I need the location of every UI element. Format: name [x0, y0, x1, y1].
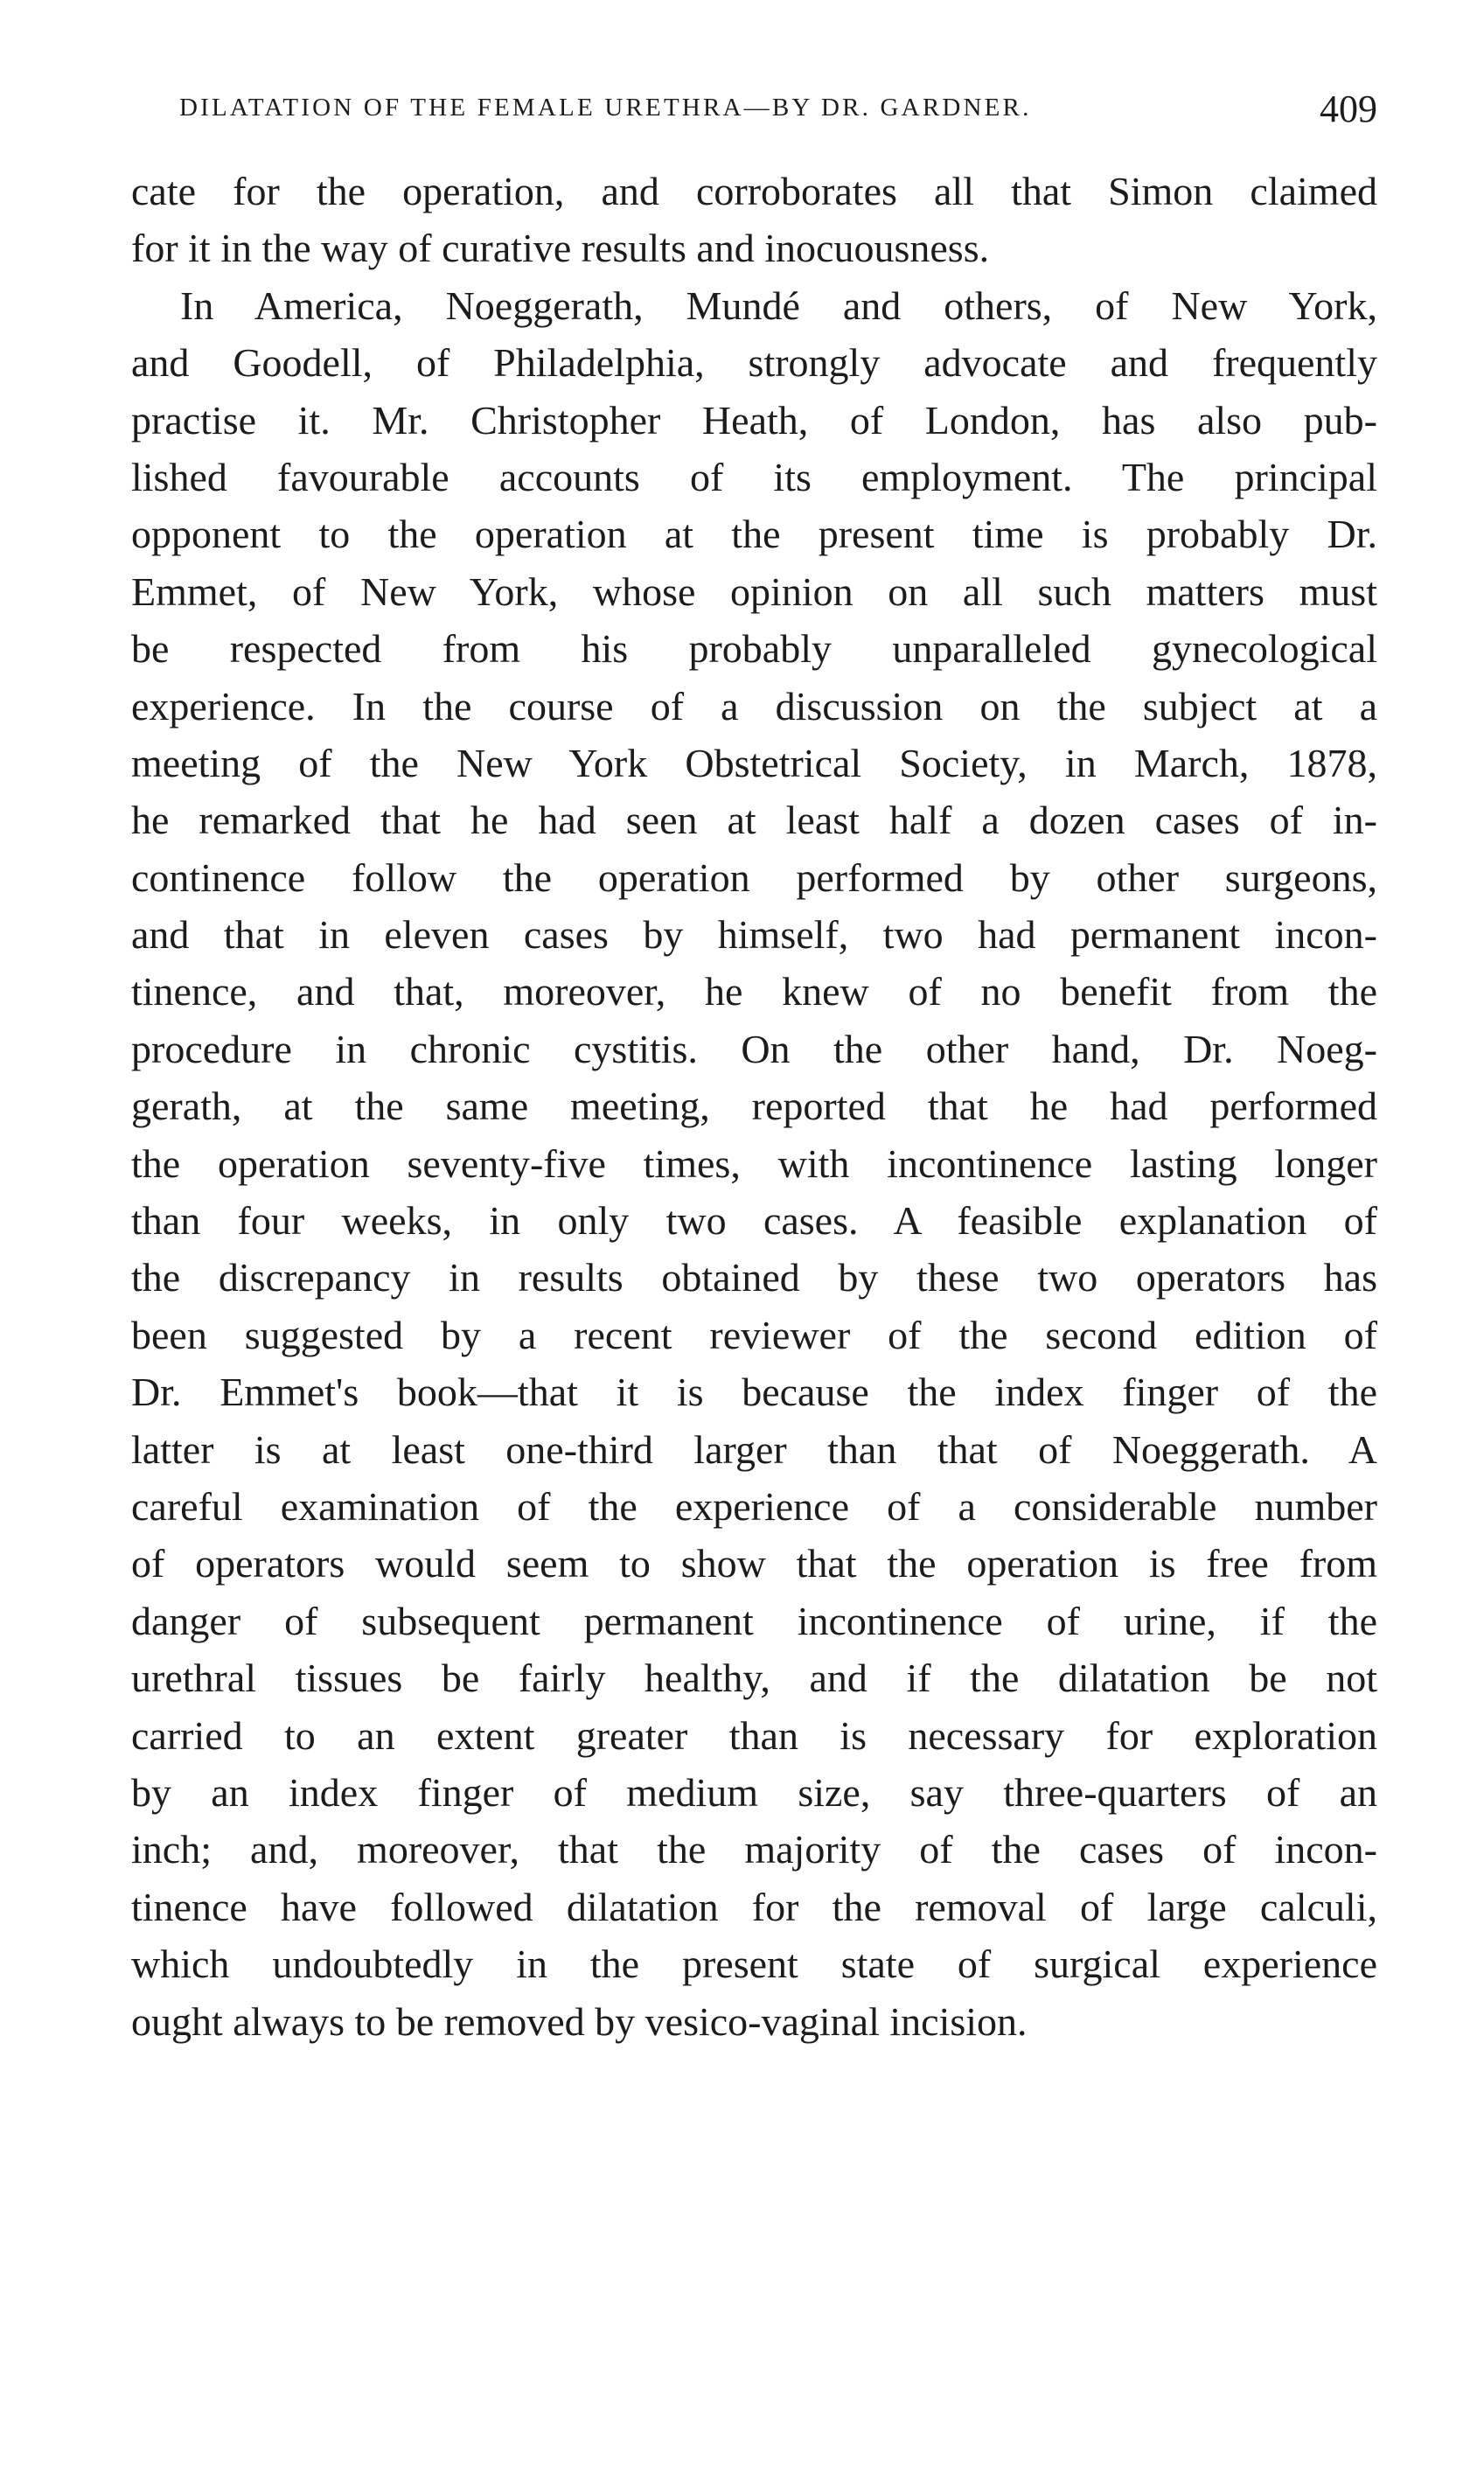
body-text: [131, 163, 1377, 2050]
text-line: experience. In the course of a discussion on the subject at a: [131, 683, 1377, 729]
text-line: by an index finger of medium size, say three-quarters of an: [131, 1769, 1377, 1815]
text-line: the operation seventy-five times, with incontinence lasting longer: [131, 1140, 1377, 1186]
text-line: gerath, at the same meeting, reported that he had performed: [131, 1084, 1377, 1129]
text-line: ought always to be removed by vesico-vaginal incision.: [131, 1998, 1028, 2044]
text-line: urethral tissues be fairly healthy, and if the dilatation be not: [131, 1656, 1377, 1701]
text-line: tinence, and that, moreover, he knew of no benefit from the: [131, 969, 1377, 1014]
text-line: carried to an extent greater than is necessary for exploration: [131, 1712, 1377, 1758]
text-line: In America, Noeggerath, Mundé and others, of New York,: [180, 282, 1377, 328]
text-line: than four weeks, in only two cases. A feasible explanation of: [131, 1198, 1377, 1244]
text-line: and that in eleven cases by himself, two had permanent incon-: [131, 912, 1377, 958]
text-line: cate for the operation, and corroborates all that Simon claimed: [131, 169, 1377, 213]
text-line: tinence have followed dilatation for the removal of large calculi,: [131, 1884, 1377, 1929]
text-line: which undoubtedly in the present state of surgical experience: [131, 1942, 1377, 1987]
text-line: and Goodell, of Philadelphia, strongly advocate and frequently: [131, 340, 1377, 386]
running-head: [179, 87, 1377, 134]
text-line: of operators would seem to show that the operation is free from: [131, 1541, 1377, 1586]
text-line: be respected from his probably unparalleled gynecological: [131, 626, 1377, 672]
text-line: been suggested by a recent reviewer of the second edition of: [131, 1312, 1377, 1357]
page-number: 409: [1320, 87, 1377, 130]
text-line: Dr. Emmet's book—that it is because the index finger of the: [131, 1370, 1377, 1415]
running-head-title: DILATATION OF THE FEMALE URETHRA—BY DR. GARDNER.: [179, 94, 1032, 122]
text-line: lished favourable accounts of its employment. The principal: [131, 454, 1377, 499]
text-line: the discrepancy in results obtained by these two operators has: [131, 1255, 1377, 1300]
text-line: danger of subsequent permanent incontinence of urine, if the: [131, 1598, 1377, 1643]
text-line: careful examination of the experience of a considerable number: [131, 1483, 1377, 1529]
text-line: meeting of the New York Obstetrical Society, in March, 1878,: [131, 740, 1377, 785]
text-line: latter is at least one-third larger than that of Noeggerath. A: [131, 1426, 1377, 1472]
text-line: inch; and, moreover, that the majority of the cases of incon-: [131, 1827, 1377, 1872]
text-line: he remarked that he had seen at least half a dozen cases of in-: [131, 798, 1377, 843]
text-line: opponent to the operation at the present time is probably Dr.: [131, 512, 1377, 557]
text-line: continence follow the operation performed by other surgeons,: [131, 854, 1377, 900]
text-line: Emmet, of New York, whose opinion on all such matters must: [131, 568, 1377, 614]
text-line: procedure in chronic cystitis. On the other hand, Dr. Noeg-: [131, 1026, 1377, 1071]
text-line: practise it. Mr. Christopher Heath, of London, has also pub-: [131, 397, 1377, 443]
text-line: for it in the way of curative results and inocuousness.: [131, 226, 990, 271]
